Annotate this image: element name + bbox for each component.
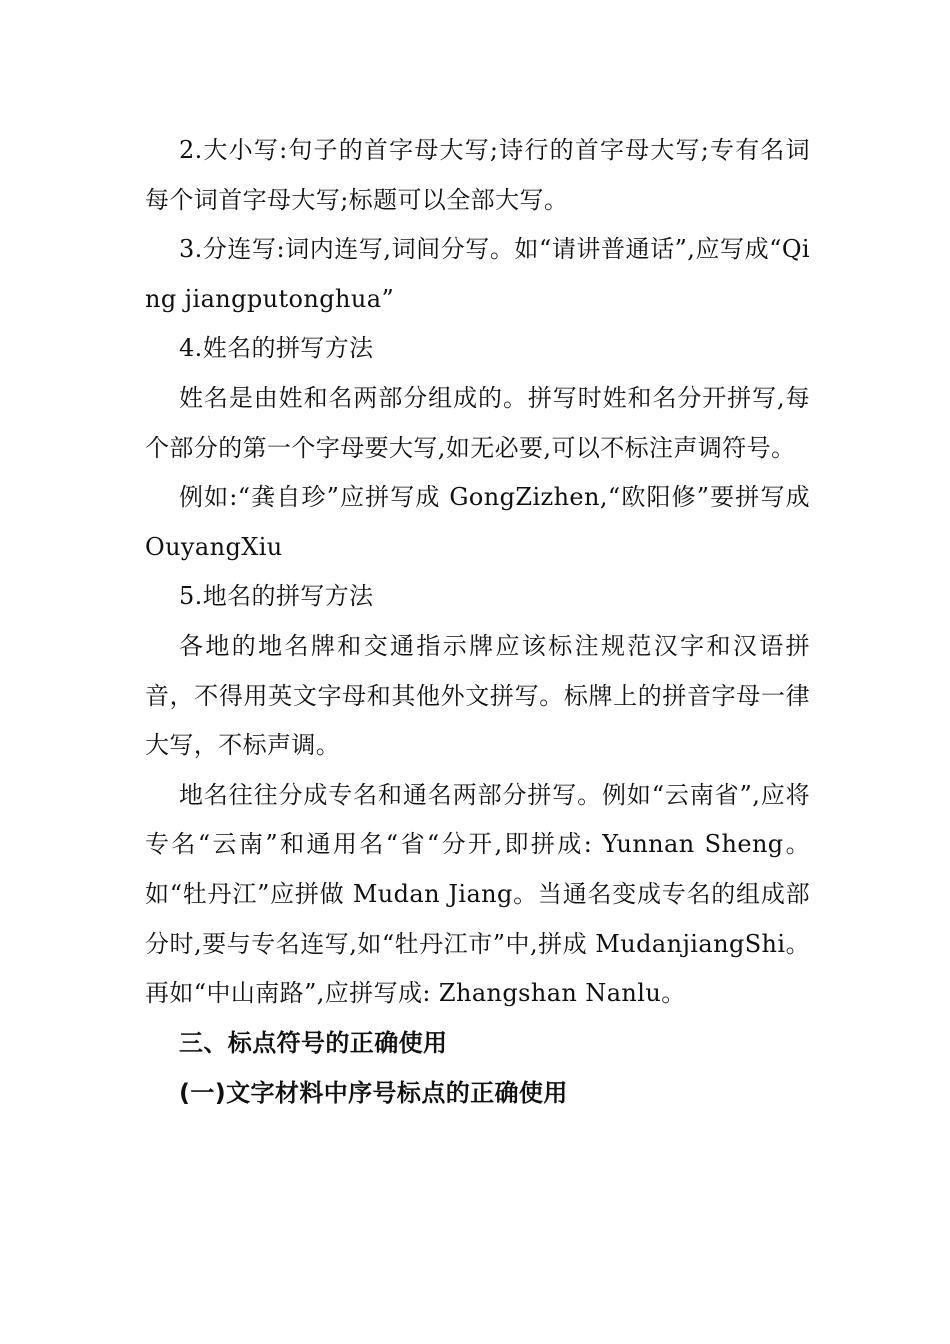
paragraph-name-examples: 例如:“龚自珍”应拼写成 GongZizhen,“欧阳修”要拼写成 OuyangXiu: [145, 483, 810, 561]
document-page: [145, 126, 810, 1119]
paragraph-capitalization: 2.大小写:句子的首字母大写;诗行的首字母大写;专有名词每个词首字母大写;标题可以全部大写。: [145, 136, 810, 214]
paragraph-place-signs: 各地的地名牌和交通指示牌应该标注规范汉字和汉语拼音，不得用英文字母和其他外文拼写。标牌上的拼音字母一律大写，不标声调。: [145, 631, 810, 760]
paragraph-word-joining: 3.分连写:词内连写,词间分写。如“请讲普通话”,应写成“Qing jiangputonghua”: [145, 235, 810, 313]
paragraph-place-rules: 地名往往分成专名和通名两部分拼写。例如“云南省”,应将专名“云南”和通用名“省“分开,即拼成: Yunnan Sheng。如“牡丹江”应拼做 Mudan Jiang。当通名变成专名的组成部分时,要与专名连写,如“牡丹江市”中,拼成 MudanjiangShi。再如“中山南路”,应拼写成: Zhangshan Nanlu。: [145, 780, 810, 1008]
subheading-place-spelling: 5.地名的拼写方法: [179, 582, 374, 611]
section-heading-numbering: (一)文字材料中序号标点的正确使用: [179, 1079, 568, 1108]
section-heading-punctuation: 三、标点符号的正确使用: [179, 1028, 448, 1057]
subheading-name-spelling: 4.姓名的拼写方法: [179, 334, 374, 363]
paragraph-name-rules: 姓名是由姓和名两部分组成的。拼写时姓和名分开拼写,每个部分的第一个字母要大写,如无必要,可以不标注声调符号。: [145, 383, 810, 462]
